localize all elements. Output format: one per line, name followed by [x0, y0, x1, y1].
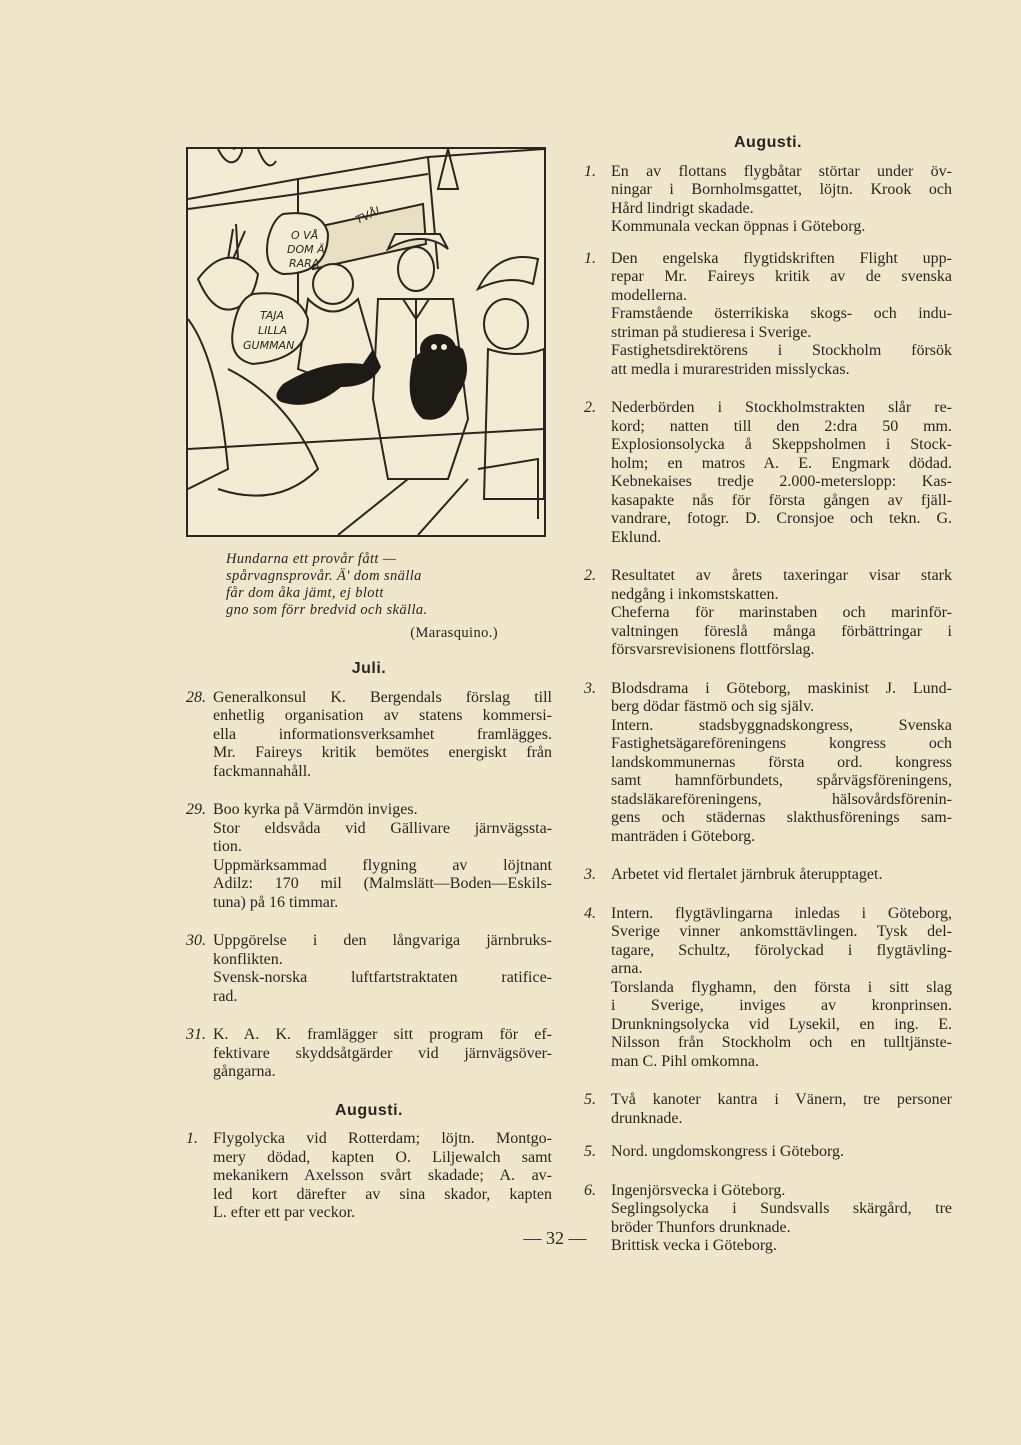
chronicle-entry	[186, 1130, 552, 1223]
entry-line: repar Mr. Faireys kritik av de svenska	[611, 268, 952, 285]
entry-line: kasapakte nås för första gången av fjäll-	[611, 491, 952, 509]
entry-line: tion.	[213, 838, 242, 855]
entry-text	[611, 163, 952, 237]
bubble-line-1: O VÅ	[291, 229, 319, 242]
entry-line: Hård lindrigt skadade.	[611, 199, 754, 217]
entry-line: Explosionsolycka å Skeppsholmen i Stock-	[611, 436, 952, 453]
augusti-entries-left	[186, 1130, 552, 1223]
entry-line: gens och städernas slakthusförenings sam-	[611, 809, 952, 826]
entry-line: samt hamnförbundets, spårvägsföreningens,	[611, 772, 952, 789]
caption-line: Hundarna ett provår fått —	[226, 551, 397, 567]
entry-line: modellerna.	[611, 286, 687, 304]
entry-text	[213, 801, 552, 912]
entry-date: 2.	[584, 399, 596, 416]
caption-credit: (Marasquino.)	[410, 625, 498, 641]
entry-date: 28.	[186, 688, 206, 706]
tram-sign: TVÅL	[353, 203, 385, 227]
entry-line: berg dödar fästmö och sig själv.	[611, 698, 815, 715]
entry-line: Seglingsolycka i Sundsvalls skärgård, tre	[611, 1200, 952, 1217]
entry-line: Uppgörelse i den långvariga järnbruks-	[213, 932, 552, 949]
caption-line: spårvagnsprovår. Ä' dom snälla	[226, 568, 422, 584]
entry-line: Boo kyrka på Värmdön inviges.	[213, 801, 418, 818]
entry-line: manträden i Göteborg.	[611, 827, 756, 845]
month-heading-augusti-left: Augusti.	[335, 1101, 403, 1119]
entry-line: tuna) på 16 timmar.	[213, 893, 339, 911]
entry-line: man C. Pihl omkomna.	[611, 1052, 759, 1070]
chronicle-entry	[584, 567, 952, 660]
entry-line: Två kanoter kantra i Vänern, tre personer	[611, 1091, 952, 1108]
entry-date: 30.	[186, 932, 206, 949]
bubble-line-5: LILLA	[258, 324, 288, 337]
chronicle-entry	[584, 905, 952, 1072]
entry-line: led kort därefter av sina skador, kapten	[213, 1185, 552, 1203]
month-heading-augusti: Augusti.	[734, 134, 802, 151]
chronicle-entry	[584, 250, 952, 380]
entry-date: 31.	[186, 1026, 206, 1043]
chronicle-entry	[584, 1091, 952, 1128]
entry-line: Fastighetsägareföreningens kongress och	[611, 735, 952, 752]
entry-line: stadsläkareföreningens, hälsovårdsförenin-	[611, 790, 952, 808]
entry-date: 1.	[584, 249, 596, 267]
entry-text	[213, 689, 552, 782]
entry-line: Mr. Faireys kritik bemötes energiskt från	[213, 744, 552, 761]
chronicle-entry	[186, 801, 552, 912]
entry-line: drunknade.	[611, 1109, 683, 1127]
chronicle-entry	[186, 689, 552, 782]
entry-line: Stor eldsvåda vid Gällivare järnvägssta-	[213, 819, 552, 837]
entry-date: 3.	[584, 866, 596, 883]
entry-date: 1.	[584, 162, 596, 180]
entry-text	[213, 932, 552, 1006]
entry-date: 29.	[186, 801, 206, 818]
entry-text	[213, 1130, 552, 1223]
entry-line: i Sverige, inviges av kronprinsen.	[611, 997, 952, 1014]
augusti-entries-right	[584, 163, 952, 1256]
entry-date: 4.	[584, 904, 596, 922]
entry-line: Sverige vinner ankomsttävlingen. Tysk del-	[611, 923, 952, 940]
entry-line: L. efter ett par veckor.	[213, 1204, 356, 1221]
entry-line: Adilz: 170 mil (Malmslätt—Boden—Eskils-	[213, 875, 552, 892]
entry-line: nedgång i inkomstskatten.	[611, 585, 779, 603]
entry-line: Nilsson från Stockholm och en tulltjänste-	[611, 1034, 952, 1051]
chronicle-entry	[186, 932, 552, 1006]
chronicle-entry	[584, 1143, 952, 1162]
entry-line: Nederbörden i Stockholmstrakten slår re-	[611, 399, 952, 416]
bubble-line-3: RARA	[289, 257, 320, 270]
entry-text	[611, 567, 952, 660]
entry-text	[611, 866, 952, 885]
entry-text	[611, 1091, 952, 1128]
page-number: — 32 —	[523, 1228, 587, 1248]
entry-line: kord; natten till den 2:dra 50 mm.	[611, 417, 952, 435]
entry-date: 5.	[584, 1091, 596, 1108]
entry-line: Ingenjörsvecka i Göteborg.	[611, 1181, 786, 1199]
entry-line: gångarna.	[213, 1063, 276, 1080]
entry-line: arna.	[611, 960, 643, 977]
entry-line: bröder Thunfors drunknade.	[611, 1218, 791, 1236]
entry-line: Kommunala veckan öppnas i Göteborg.	[611, 218, 866, 235]
entry-line: Generalkonsul K. Bergendals förslag till	[213, 688, 552, 706]
cartoon-caption	[226, 551, 498, 642]
entry-text	[611, 1143, 952, 1162]
entry-line: Flygolycka vid Rotterdam; löjtn. Montgo-	[213, 1130, 552, 1147]
entry-text	[611, 680, 952, 847]
caption-line: gno som förr bredvid och skälla.	[226, 602, 428, 618]
entry-line: fektivare skyddsåtgärder vid järnvägsöver-	[213, 1044, 552, 1062]
bubble-line-2: DOM Ä	[287, 243, 325, 256]
entry-line: Nord. ungdomskongress i Göteborg.	[611, 1143, 845, 1160]
entry-date: 6.	[584, 1181, 596, 1199]
entry-line: Kebnekaises tredje 2.000-meterslopp: Kas-	[611, 473, 952, 490]
entry-line: mery dödad, kapten O. Liljewalch samt	[213, 1148, 552, 1166]
juli-entries	[186, 689, 552, 1082]
entry-date: 5.	[584, 1143, 596, 1160]
entry-text	[611, 905, 952, 1072]
entry-line: fackmannahåll.	[213, 762, 312, 780]
entry-line: Intern. stadsbyggnadskongress, Svenska	[611, 716, 952, 734]
entry-line: enhetlig organisation av statens kommersi-	[213, 707, 552, 724]
entry-line: vandrare, fotogr. D. Cronsjoe och tekn. G.	[611, 510, 952, 527]
entry-line: Resultatet av årets taxeringar visar stark	[611, 567, 952, 584]
chronicle-entry	[584, 163, 952, 237]
entry-line: konflikten.	[213, 950, 283, 968]
entry-line: K. A. K. framlägger sitt program för ef-	[213, 1026, 552, 1043]
entry-line: Brittisk vecka i Göteborg.	[611, 1237, 777, 1254]
entry-line: ella informationsverksamhet framlägges.	[213, 725, 552, 743]
entry-line: valtningen föreslå många förbättringar i	[611, 622, 952, 640]
chronicle-entry	[584, 399, 952, 547]
entry-line: Arbetet vid flertalet järnbruk återupptaget.	[611, 866, 883, 883]
cartoon-illustration	[186, 147, 546, 537]
entry-line: Den engelska flygtidskriften Flight upp-	[611, 249, 952, 267]
entry-line: Svensk-norska luftfartstraktaten ratifice-	[213, 969, 552, 986]
entry-line: Framstående österrikiska skogs- och indu-	[611, 305, 952, 322]
left-column	[186, 660, 552, 1240]
entry-text	[213, 1026, 552, 1082]
entry-line: Drunkningsolycka vid Lysekil, en ing. E.	[611, 1015, 952, 1033]
entry-date: 1.	[186, 1130, 198, 1147]
entry-line: mekanikern Axelsson svårt skadade; A. av-	[213, 1167, 552, 1184]
entry-date: 2.	[584, 567, 596, 584]
entry-line: rad.	[213, 987, 238, 1005]
entry-line: Uppmärksammad flygning av löjtnant	[213, 856, 552, 874]
bubble-line-4: TAJA	[260, 309, 285, 322]
chronicle-entry	[584, 680, 952, 847]
entry-line: Intern. flygtävlingarna inledas i Göteborg,	[611, 904, 952, 922]
entry-line: striman på studieresa i Sverige.	[611, 323, 812, 341]
right-column	[584, 134, 952, 1256]
chronicle-entry	[584, 866, 952, 885]
entry-text	[611, 399, 952, 547]
chronicle-entry	[186, 1026, 552, 1082]
entry-line: tagare, Schultz, förolyckad i flygtävling-	[611, 941, 952, 959]
caption-line: får dom åka jämt, ej blott	[226, 585, 384, 601]
entry-text	[611, 250, 952, 380]
entry-line: att medla i murarestriden misslyckas.	[611, 360, 850, 378]
entry-line: Fastighetsdirektörens i Stockholm försök	[611, 342, 952, 359]
entry-date: 3.	[584, 679, 596, 697]
entry-line: Cheferna för marinstaben och marinför-	[611, 604, 952, 621]
month-heading-juli: Juli.	[351, 660, 387, 677]
entry-line: holm; en matros A. E. Engmark dödad.	[611, 454, 952, 472]
entry-line: En av flottans flygbåtar störtar under öv-	[611, 162, 952, 180]
entry-line: ningar i Bornholmsgattet, löjtn. Krook och	[611, 181, 952, 198]
entry-line: Eklund.	[611, 528, 662, 546]
entry-line: Torslanda flyghamn, den första i sitt slag	[611, 978, 952, 996]
entry-line: Blodsdrama i Göteborg, maskinist J. Lund-	[611, 679, 952, 697]
bubble-line-6: GUMMAN	[243, 339, 295, 352]
tram-cartoon-drawing	[188, 149, 544, 535]
entry-line: landskommunernas första ord. kongress	[611, 753, 952, 771]
entry-line: försvarsrevisionens flottförslag.	[611, 641, 815, 658]
